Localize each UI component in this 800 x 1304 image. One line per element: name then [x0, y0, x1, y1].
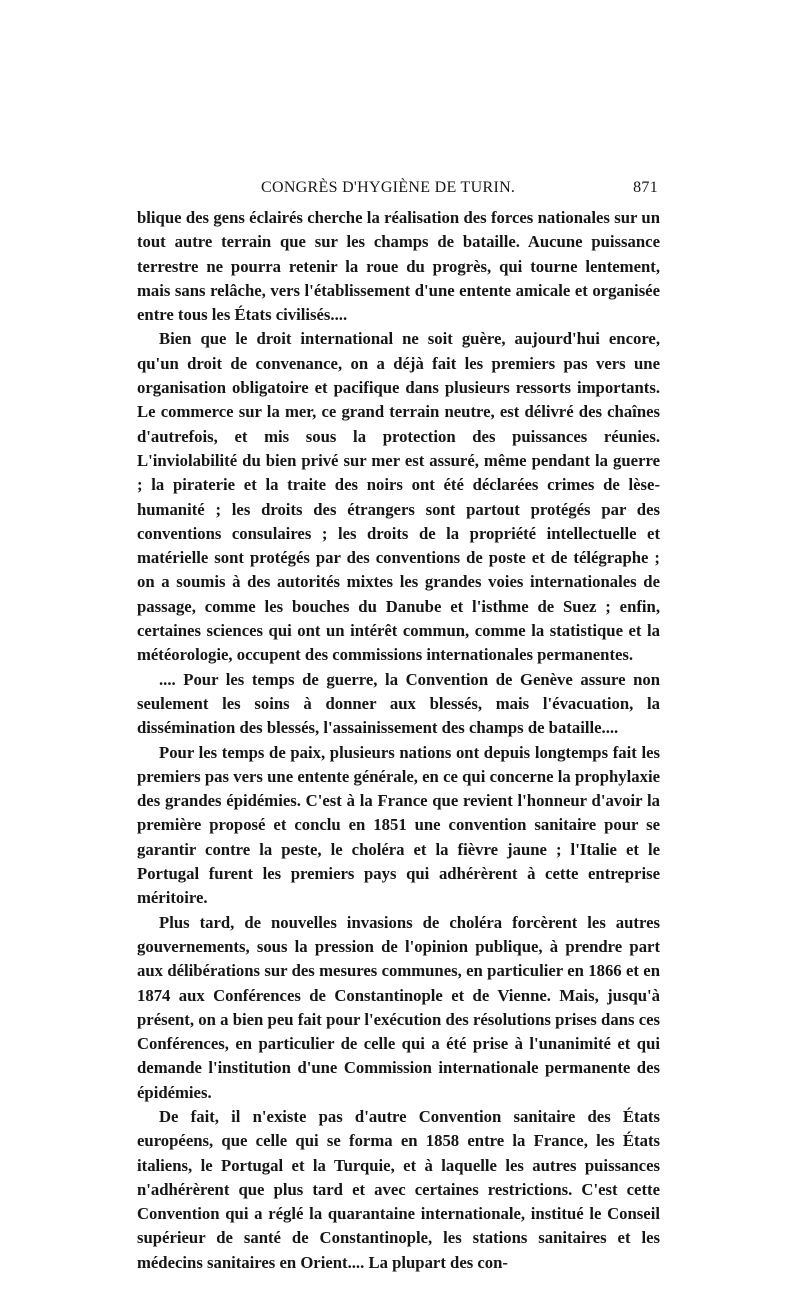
page-number: 871: [633, 179, 658, 196]
text-body: [137, 206, 660, 1275]
paragraph: Plus tard, de nouvelles invasions de choléra forcèrent les autres gouvernements, sous la pression de l'opinion publique, à prendre part aux délibérations sur des mesures communes, en particulier en 1866 et en 1874 aux Conférences de Constantinople et de Vienne. Mais, jusqu'à présent, on a bien peu fait pour l'exécution des résolutions prises dans ces Conférences, en particulier de celle qui a été prise à l'unanimité et qui demande l'institution d'une Commission internationale permanente des épidémies.: [137, 912, 660, 1102]
running-title: CONGRÈS D'HYGIÈNE DE TURIN.: [261, 179, 516, 196]
paragraph: blique des gens éclairés cherche la réalisation des forces nationales sur un tout autre terrain que sur les champs de bataille. Aucune puissance terrestre ne pourra retenir la roue du progrès, qui tourne lentement, mais sans relâche, vers l'établissement d'une entente amicale et organisée entre tous les États civilisés....: [137, 208, 660, 325]
paragraph: Bien que le droit international ne soit guère, aujourd'hui encore, qu'un droit de convenance, on a déjà fait les premiers pas vers une organisation obligatoire et pacifique dans plusieurs ressorts importants. Le commerce sur la mer, ce grand terrain neutre, est délivré des chaînes d'autrefois, et mis sous la protection des puissances réunies. L'inviolabilité du bien privé sur mer est assuré, même pendant la guerre ; la piraterie et la traite des noirs ont été déclarées crimes de lèse-humanité ; les droits des étrangers sont partout protégés par des conventions consulaires ; les droits de la propriété intellectuelle et matérielle sont protégés par des conventions de poste et de télégraphe ; on a soumis à des autorités mixtes les grandes voies internationales de passage, comme les bouches du Danube et l'isthme de Suez ; enfin, certaines sciences qui ont un intérêt commun, comme la statistique et la météorologie, occupent des commissions internationales permanentes.: [137, 329, 660, 665]
paragraph: De fait, il n'existe pas d'autre Convention sanitaire des États européens, que celle qui se forma en 1858 entre la France, les États italiens, le Portugal et la Turquie, et à laquelle les autres puissances n'adhérèrent que plus tard et avec certaines restrictions. C'est cette Convention qui a réglé la quarantaine internationale, institué le Conseil supérieur de santé de Constantinople, les stations sanitaires et les médecins sanitaires en Orient.... La plupart des con-: [137, 1106, 660, 1272]
paragraph: .... Pour les temps de guerre, la Convention de Genève assure non seulement les soins à donner aux blessés, mais l'évacuation, la dissémination des blessés, l'assainissement des champs de bataille....: [137, 669, 660, 738]
paragraph: Pour les temps de paix, plusieurs nations ont depuis longtemps fait les premiers pas vers une entente générale, en ce qui concerne la prophylaxie des grandes épidémies. C'est à la France que revient l'honneur d'avoir la première proposé et conclu en 1851 une convention sanitaire pour se garantir contre la peste, le choléra et la fièvre jaune ; l'Italie et le Portugal furent les premiers pays qui adhérèrent à cette entreprise méritoire.: [137, 742, 660, 908]
running-header: [137, 179, 660, 201]
